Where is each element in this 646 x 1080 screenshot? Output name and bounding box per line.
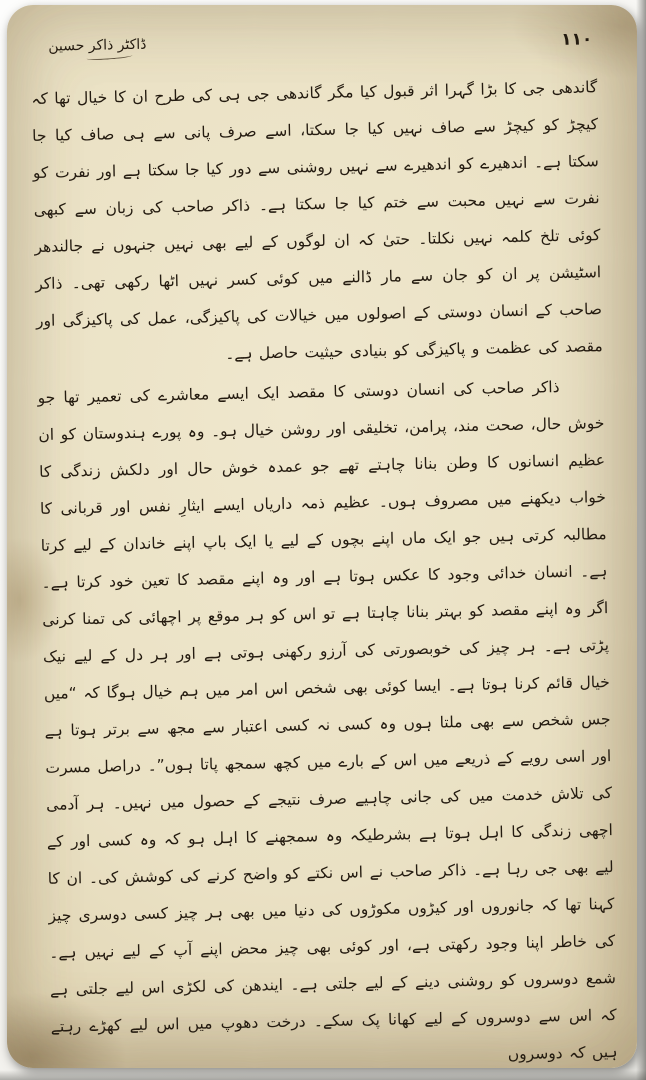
book-page [7,5,637,1068]
running-header [48,27,592,60]
page-content [30,27,618,1080]
running-header-author: ڈاکٹر ذاکر حسین [48,37,147,61]
body-text [31,69,618,1080]
paragraph: ذاکر صاحب کی انسان دوستی کا مقصد ایک ایسے معاشرے کی تعمیر تھا جو خوش حال، صحت مند، پرامن، تخلیقی اور روشن خیال ہو۔ وہ پورے ہندوستان کو ان عظیم انسانوں کا وطن بنانا چاہتے تھے جو عمدہ خوش حال اور دلکش زندگی کا خواب دیکھنے میں مصروف ہوں۔ عظیم ذمہ داریاں ایسے ایثارِ نفس اور قربانی کا مطالبہ کرتی ہیں جو ایک ماں اپنے بچوں کے لیے یا ایک باپ اپنے خاندان کے لیے کرتا ہے۔ انسان خدائی وجود کا عکس ہوتا ہے اور وہ اپنے مقصد کا تعین خود کرتا ہے۔ اگر وہ اپنے مقصد کو بہتر بنانا چاہتا ہے تو اس کو ہر موقع پر اچھائی کی تمنا کرنی پڑتی ہے۔ ہر چیز کی خوبصورتی کی آرزو رکھنی ہوتی ہے اور ہر دل کے لیے نیک خیال قائم کرنا ہوتا ہے۔ ایسا کوئی بھی شخص اس امر میں ہم خیال ہوگا کہ “میں جس شخص سے بھی ملتا ہوں وہ کسی نہ کسی اعتبار سے مجھ سے برتر ہوتا ہے اور اسی رویے کے ذریعے میں اس کے بارے میں کچھ سمجھ پاتا ہوں”۔ دراصل مسرت کی تلاش خدمت میں کی جانی چاہیے صرف نتیجے کے حصول میں نہیں۔ ہر آدمی اچھی زندگی کا اہل ہوتا ہے بشرطیکہ وہ سمجھنے کا اہل ہو کہ وہ کسی اور کے لیے بھی جی رہا ہے۔ ذاکر صاحب نے اس نکتے کو واضح کرنے کی کوشش کی۔ ان کا کہنا تھا کہ جانوروں اور کیڑوں مکوڑوں کی دنیا میں بھی ہر چیز کسی دوسری چیز کی خاطر اپنا وجود رکھتی ہے، اور کوئی بھی چیز محض اپنے آپ کے لیے نہیں ہے۔ شمع دوسروں کو روشنی دینے کے لیے جلتی ہے۔ ایندھن کی لکڑی اس لیے جلتی ہے کہ اس سے دوسروں کے لیے کھانا پک سکے۔ درخت دھوپ میں اس لیے کھڑے رہتے ہیں کہ دوسروں [37,378,618,1064]
paragraph: گاندھی جی کا بڑا گہرا اثر قبول کیا مگر گاندھی جی ہی کی طرح ان کا خیال تھا کہ کیچڑ کو کیچڑ سے صاف نہیں کیا جا سکتا، اسے صرف پانی سے ہی صاف کیا جا سکتا ہے۔ اندھیرے کو اندھیرے سے نہیں روشنی سے دور کیا جا سکتا ہے اور نفرت کو نفرت سے نہیں محبت سے ختم کیا جا سکتا ہے۔ ذاکر صاحب کی زبان سے کبھی کوئی تلخ کلمہ نہیں نکلتا۔ حتیٰ کہ ان لوگوں کے لیے بھی نہیں جنہوں نے جالندھر اسٹیشن پر ان کو جان سے مار ڈالنے میں کوئی کسر نہیں اٹھا رکھی تھی۔ ذاکر صاحب کے انسان دوستی کے اصولوں میں خیالات کی پاکیزگی، عمل کی پاکیزگی اور مقصد کی عظمت و پاکیزگی کو بنیادی حیثیت حاصل ہے۔ [31,78,603,364]
page-number: ۱۱۰ [560,29,593,50]
